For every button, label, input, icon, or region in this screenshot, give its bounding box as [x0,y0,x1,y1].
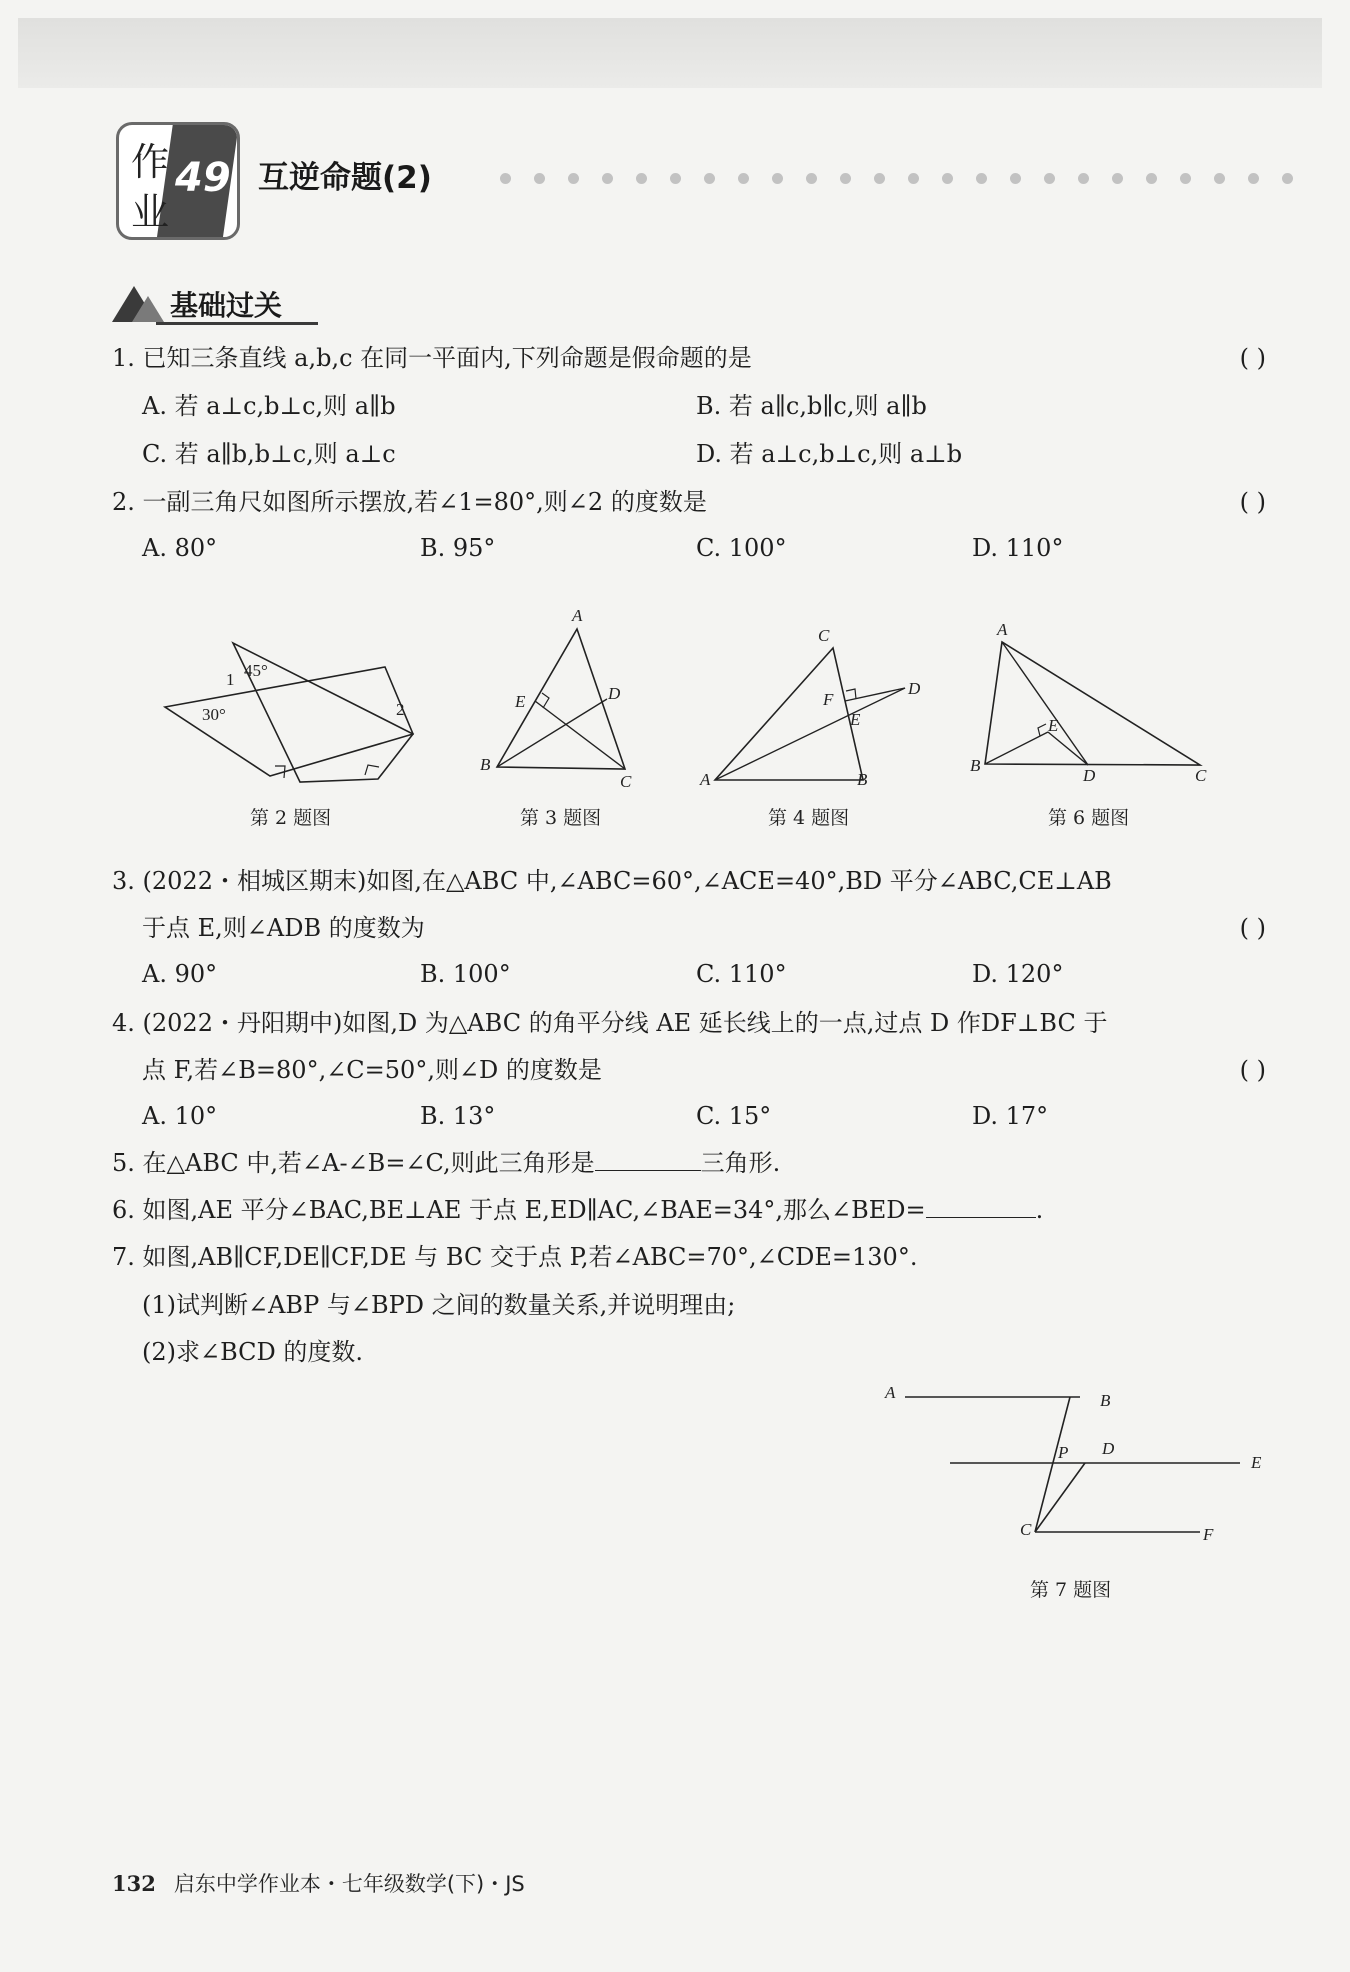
q3-option-a: A. 90° [142,960,218,988]
page-number: 132 [112,1871,156,1896]
badge-number: 49 [175,155,231,201]
fig6-label-a: A [997,620,1008,639]
fig7-label-e: E [1251,1453,1262,1472]
fig7-line-bc [1035,1397,1070,1532]
q7-part1: (1)试判断∠ABP 与∠BPD 之间的数量关系,并说明理由; [142,1291,736,1319]
q4-option-c: C. 15° [696,1102,772,1130]
fig4-label-f: F [823,690,834,709]
q2-option-a: A. 80° [142,534,218,562]
scan-top-band [18,18,1322,88]
figure-q7 [880,1380,1270,1544]
fig2-label-30: 30° [202,705,226,724]
q3-option-b: B. 100° [420,960,511,988]
q6-line [112,1195,1043,1225]
fig4-label-c: C [818,626,830,645]
q3-stem-line2: 于点 E,则∠ADB 的度数为 [142,914,425,942]
fig3-label-d: D [608,684,621,703]
q5-line [112,1148,780,1178]
q5-stem: 5. 在△ABC 中,若∠A-∠B=∠C,则此三角形是 [112,1149,595,1177]
q6-stem-end: . [1035,1196,1044,1224]
fig4-label-b: B [857,770,868,789]
page-footer [112,1868,525,1898]
q5-answer-blank[interactable] [595,1148,701,1171]
q1-option-d: D. 若 a⊥c,b⊥c,则 a⊥b [696,440,963,468]
figure-q6 [970,620,1220,790]
section-heading [112,282,322,328]
fig7-label-p: P [1058,1443,1069,1462]
q2-option-b: B. 95° [420,534,496,562]
book-title: 启东中学作业本・七年级数学(下)・JS [173,1872,525,1896]
fig6-label-d: D [1083,766,1096,785]
title-dot-leader [500,169,1320,183]
q4-stem-line1: 4. (2022・丹阳期中)如图,D 为△ABC 的角平分线 AE 延长线上的一点,过点 D 作DF⊥BC 于 [112,1009,1108,1037]
fig4-label-a: A [700,770,711,789]
fig3-label-c: C [620,772,632,791]
q6-stem: 6. 如图,AE 平分∠BAC,BE⊥AE 于点 E,ED∥AC,∠BAE=34°,那么∠BED= [112,1196,926,1224]
fig6-label-c: C [1195,766,1207,785]
figure-q6-caption: 第 6 题图 [1048,807,1130,829]
assignment-badge [116,122,240,240]
fig3-label-e: E [515,692,526,711]
fig7-label-a: A [885,1383,896,1402]
fig7-label-f: F [1203,1525,1214,1544]
section-title: 基础过关 [170,289,283,322]
fig3-label-a: A [572,606,583,625]
badge-char-bottom: 业 [131,190,170,234]
figure-q3 [480,607,650,792]
figure-q7-caption: 第 7 题图 [1030,1579,1112,1601]
figure-q3-caption: 第 3 题图 [520,807,602,829]
q4-answer-paren: ( ) [1239,1056,1266,1084]
figure-q2 [160,635,420,795]
fig4-label-d: D [908,679,921,698]
q1-option-b: B. 若 a∥c,b∥c,则 a∥b [696,392,927,420]
q1-stem: 1. 已知三条直线 a,b,c 在同一平面内,下列命题是假命题的是 [112,344,752,372]
q7-stem: 7. 如图,AB∥CF,DE∥CF,DE 与 BC 交于点 P,若∠ABC=70°,∠CDE=130°. [112,1243,918,1271]
fig7-label-d: D [1102,1439,1115,1458]
q2-stem: 2. 一副三角尺如图所示摆放,若∠1=80°,则∠2 的度数是 [112,488,707,516]
fig7-line-cd [1035,1463,1085,1532]
q3-option-c: C. 110° [696,960,787,988]
figure-q2-caption: 第 2 题图 [250,807,332,829]
badge-char-top: 作 [131,140,170,184]
q4-stem-line2: 点 F,若∠B=80°,∠C=50°,则∠D 的度数是 [142,1056,602,1084]
section-underline [156,322,318,325]
figure-q4 [700,625,930,795]
fig6-label-e: E [1048,716,1059,735]
q1-option-a: A. 若 a⊥c,b⊥c,则 a∥b [142,392,396,420]
q4-option-b: B. 13° [420,1102,496,1130]
q3-answer-paren: ( ) [1239,914,1266,942]
fig4-label-e: E [850,710,861,729]
q4-option-d: D. 17° [972,1102,1049,1130]
mountain-icon-inner [132,296,164,322]
fig2-label-45: 45° [244,661,268,680]
chapter-title: 互逆命题(2) [258,160,432,196]
fig4-triangle [715,648,863,780]
fig6-triangle [985,642,1200,765]
fig2-label-2: 2 [396,700,405,719]
fig6-label-b: B [970,756,981,775]
fig3-label-b: B [480,755,491,774]
q3-stem-line1: 3. (2022・相城区期末)如图,在△ABC 中,∠ABC=60°,∠ACE=40°,BD 平分∠ABC,CE⊥AB [112,867,1112,895]
figure-q4-caption: 第 4 题图 [768,807,850,829]
q1-option-c: C. 若 a∥b,b⊥c,则 a⊥c [142,440,396,468]
fig7-label-b: B [1100,1391,1111,1410]
q3-option-d: D. 120° [972,960,1064,988]
q7-part2: (2)求∠BCD 的度数. [142,1338,364,1366]
q1-answer-paren: ( ) [1239,344,1266,372]
q2-answer-paren: ( ) [1239,488,1266,516]
q2-option-d: D. 110° [972,534,1064,562]
fig7-label-c: C [1020,1520,1032,1539]
q2-option-c: C. 100° [696,534,787,562]
q6-answer-blank[interactable] [926,1195,1036,1218]
q4-option-a: A. 10° [142,1102,218,1130]
fig2-label-1: 1 [226,670,235,689]
q5-stem-end: 三角形. [700,1149,781,1177]
